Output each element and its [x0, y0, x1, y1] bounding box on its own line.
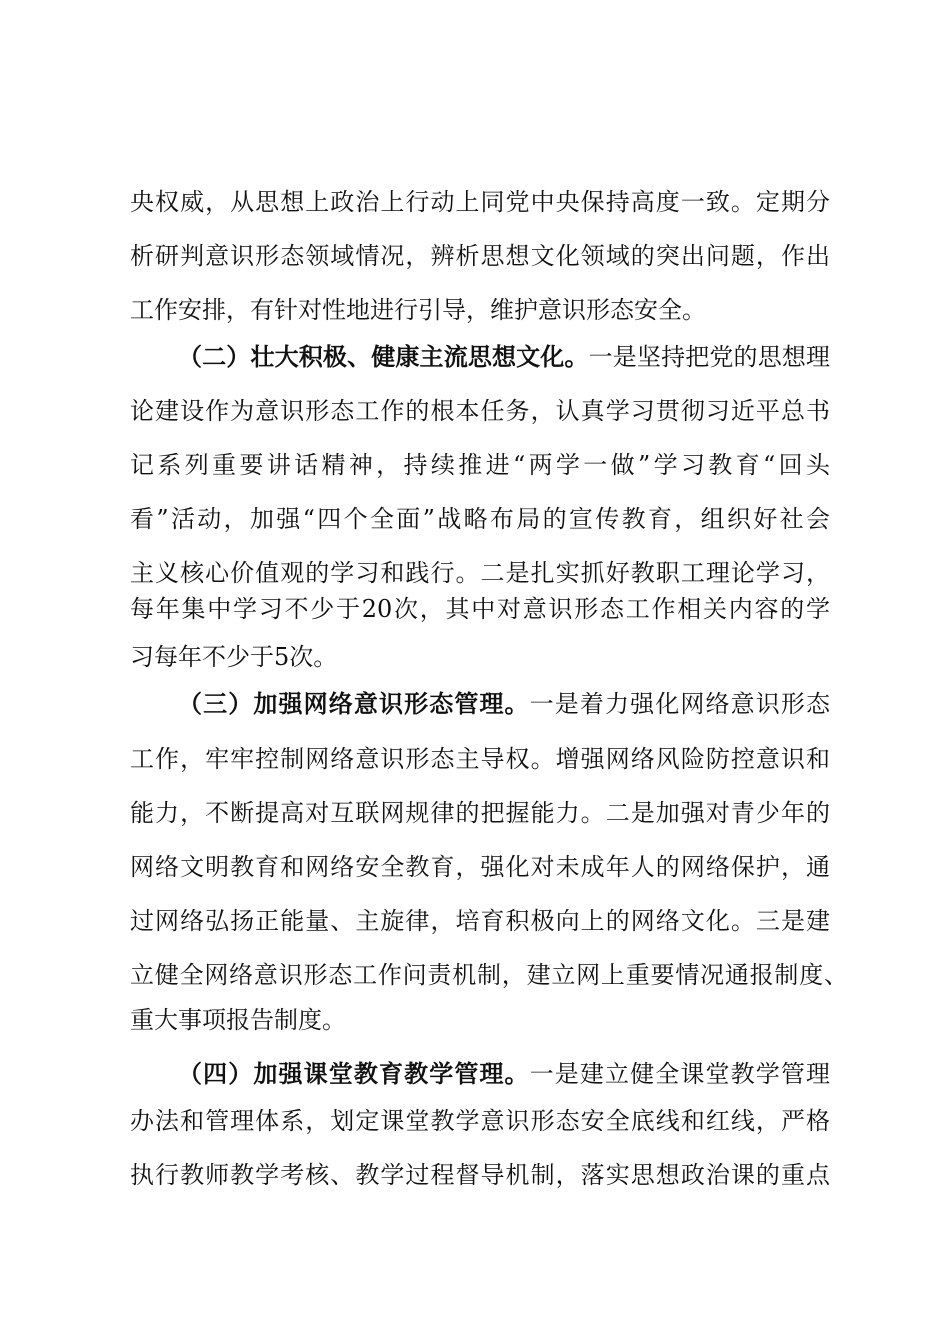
body-text-line: 执行教师教学考核、教学过程督导机制，落实思想政治课的重点: [130, 1161, 830, 1189]
body-text-line: 办法和管理体系，划定课堂教学意识形态安全底线和红线，严格: [130, 1107, 830, 1135]
body-text-line: 主义核心价值观的学习和践行。二是扎实抓好教职工理论学习，: [130, 559, 830, 587]
body-text-line: 看”活动，加强“四个全面”战略布局的宣传教育，组织好社会: [130, 505, 830, 533]
body-text-line: 过网络弘扬正能量、主旋律，培育积极向上的网络文化。三是建: [130, 907, 830, 935]
body-text-line: 能力，不断提高对互联网规律的把握能力。二是加强对青少年的: [130, 799, 830, 827]
section-first-line: [178, 684, 830, 724]
body-text-line: 重大事项报告制度。: [130, 1006, 346, 1034]
body-text-line: 每年集中学习不少于20次，其中对意识形态工作相关内容的学: [130, 595, 830, 623]
section-heading: （四）加强课堂教育教学管理。: [178, 1059, 530, 1088]
body-text-line: 工作安排，有针对性地进行引导，维护意识形态安全。: [130, 296, 706, 324]
body-text-line: 央权威，从思想上政治上行动上同党中央保持高度一致。定期分: [130, 188, 830, 216]
body-text-line: 网络文明教育和网络安全教育，强化对未成年人的网络保护，通: [130, 853, 830, 881]
section-text: 一是坚持把党的思想理: [588, 343, 831, 371]
body-text-line: 习每年不少于5次。: [130, 643, 338, 671]
section-first-line: [178, 1054, 830, 1094]
body-text-line: 立健全网络意识形态工作问责机制，建立网上重要情况通报制度、: [130, 961, 848, 989]
section-text: 一是着力强化网络意识形态: [529, 690, 831, 718]
section-heading: （三）加强网络意识形态管理。: [178, 689, 530, 718]
body-text-line: 记系列重要讲话精神，持续推进“两学一做”学习教育“回头: [130, 451, 830, 479]
body-text-line: 析研判意识形态领域情况，辨析思想文化领域的突出问题，作出: [130, 242, 830, 270]
section-heading: （二）壮大积极、健康主流思想文化。: [178, 342, 589, 371]
body-text-line: 论建设作为意识形态工作的根本任务，认真学习贯彻习近平总书: [130, 397, 830, 425]
section-first-line: [178, 337, 830, 377]
body-text-line: 工作，牢牢控制网络意识形态主导权。增强网络风险防控意识和: [130, 745, 830, 773]
section-text: 一是建立健全课堂教学管理: [529, 1060, 831, 1088]
